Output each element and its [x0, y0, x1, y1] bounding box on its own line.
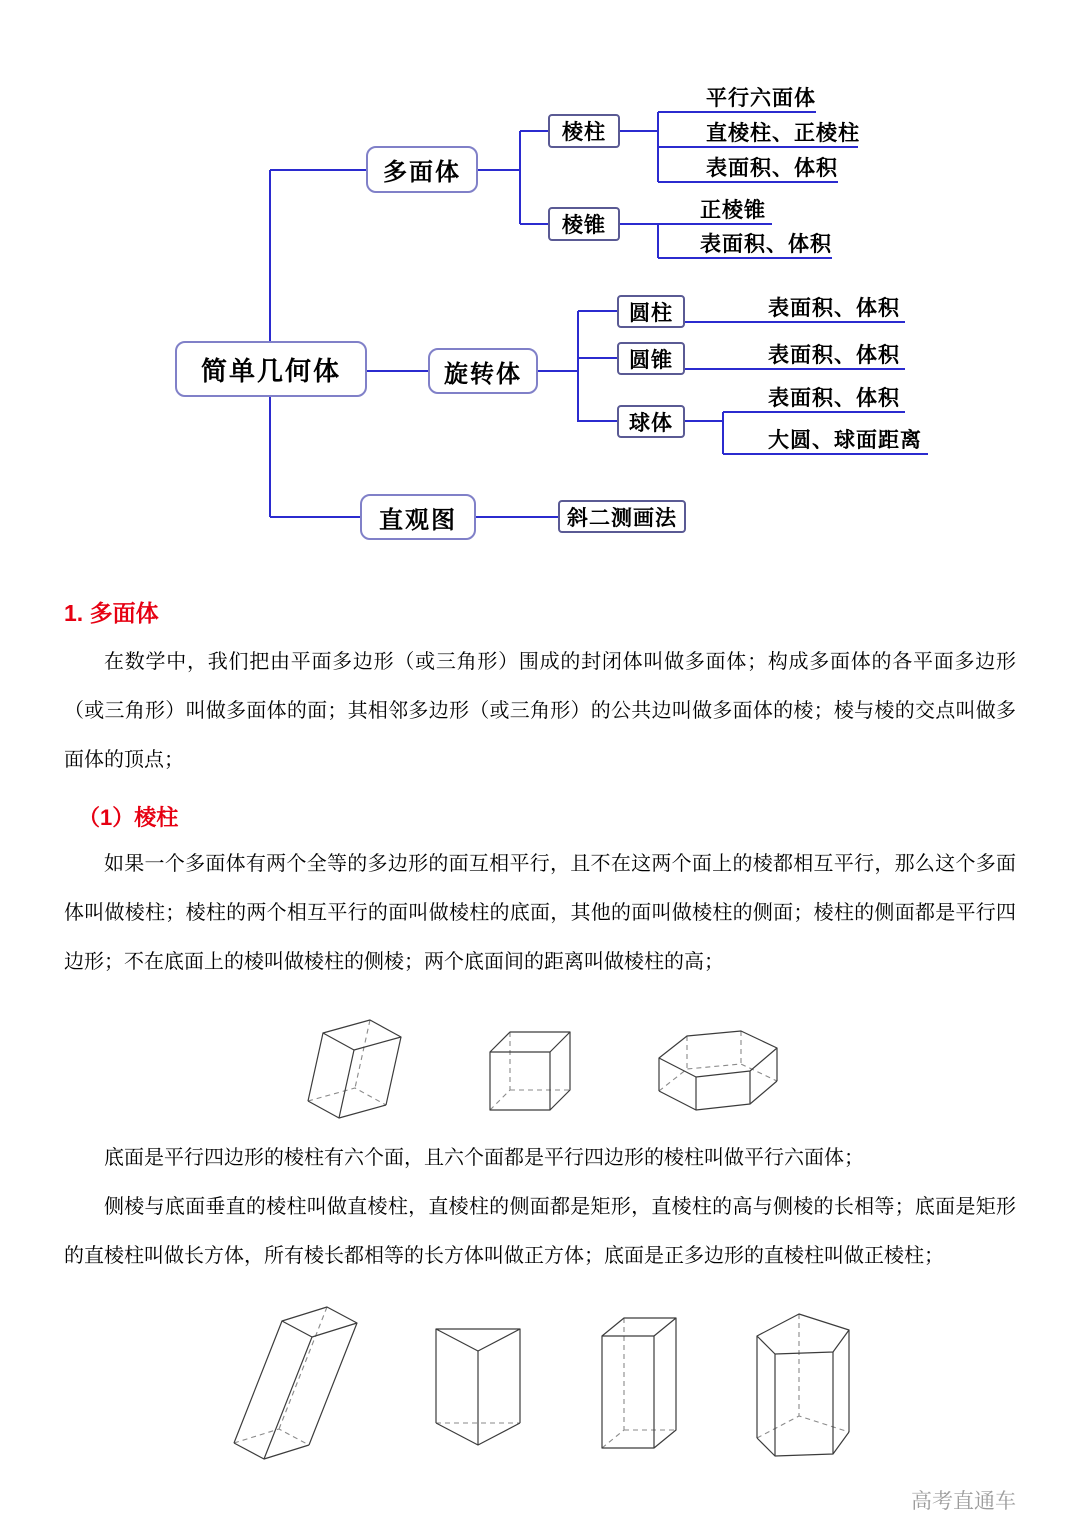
parallelepiped-paragraph: 底面是平行四边形的棱柱有六个面，且六个面都是平行四边形的棱柱叫做平行六面体； — [104, 1147, 864, 1169]
mindmap-leaf-parallelepiped: 平行六面体 — [706, 86, 816, 110]
mindmap-leaf-regular-pyramid: 正棱锥 — [700, 198, 766, 222]
mindmap-node-intuitive-diagram: 直观图 — [360, 494, 476, 540]
oblique-parallelepiped-figure — [224, 1303, 364, 1468]
polyhedron-definition-paragraph: 在数学中，我们把由平面多边形（或三角形）围成的封闭体叫做多面体；构成多面体的各平面多边形（或三角形）叫做多面体的面；其相邻多边形（或三角形）的公共边叫做多面体的棱；棱与棱的交点叫做多面体的顶点； — [64, 651, 1016, 771]
mindmap-leaf-right-regular-prism: 直棱柱、正棱柱 — [706, 121, 860, 145]
hexagonal-prism-figure — [653, 1022, 783, 1117]
prism-figures-row-2 — [64, 1303, 1016, 1468]
mindmap-node-cone: 圆锥 — [617, 342, 685, 375]
rectangular-prism-figure — [592, 1310, 687, 1462]
mindmap-node-sphere: 球体 — [617, 405, 685, 438]
prism-definition-paragraph: 如果一个多面体有两个全等的多边形的面互相平行，且不在这两个面上的棱都相互平行，那么这个多面体叫做棱柱；棱柱的两个相互平行的面叫做棱柱的底面，其他的面叫做棱柱的侧面；棱柱的侧面都是平行四边形；不在底面上的棱叫做棱柱的侧棱；两个底面间的距离叫做棱柱的高； — [64, 853, 1016, 973]
mindmap-node-prism: 棱柱 — [548, 114, 620, 148]
mindmap-leaf-prism-surface-volume: 表面积、体积 — [706, 156, 838, 180]
right-prism-paragraph: 侧棱与底面垂直的棱柱叫做直棱柱，直棱柱的侧面都是矩形，直棱柱的高与侧棱的长相等；底面是矩形的直棱柱叫做长方体，所有棱长都相等的长方体叫做正方体；底面是正多边形的直棱柱叫做正棱柱； — [64, 1196, 1016, 1267]
pentagonal-prism-figure — [751, 1308, 856, 1463]
mindmap-node-pyramid: 棱锥 — [548, 207, 620, 241]
mindmap-node-oblique-method: 斜二测画法 — [558, 500, 686, 533]
watermark-text: 高考直通车 — [911, 1490, 1016, 1513]
mindmap-node-revolution: 旋转体 — [428, 348, 538, 394]
section-heading-polyhedron: 1. 多面体 — [64, 600, 159, 626]
triangular-prism-figure — [428, 1311, 528, 1461]
cuboid-figure — [478, 1024, 583, 1116]
mindmap-leaf-sphere-surface-volume: 表面积、体积 — [768, 386, 900, 410]
mindmap-leaf-great-circle-distance: 大圆、球面距离 — [768, 428, 922, 452]
mindmap-leaf-pyramid-surface-volume: 表面积、体积 — [700, 232, 832, 256]
mindmap-node-cylinder: 圆柱 — [617, 295, 685, 328]
mindmap-node-root: 简单几何体 — [175, 341, 367, 397]
mindmap-connector-lines — [0, 0, 1080, 565]
concept-mindmap — [0, 0, 1080, 565]
prism-figures-row-1 — [64, 1017, 1016, 1122]
mindmap-leaf-cone-surface-volume: 表面积、体积 — [768, 343, 900, 367]
mindmap-leaf-cylinder-surface-volume: 表面积、体积 — [768, 296, 900, 320]
oblique-prism-figure — [298, 1017, 408, 1122]
mindmap-node-polyhedron: 多面体 — [366, 146, 478, 193]
subsection-heading-prism: （1）棱柱 — [78, 805, 179, 830]
document-body — [0, 595, 1080, 1468]
